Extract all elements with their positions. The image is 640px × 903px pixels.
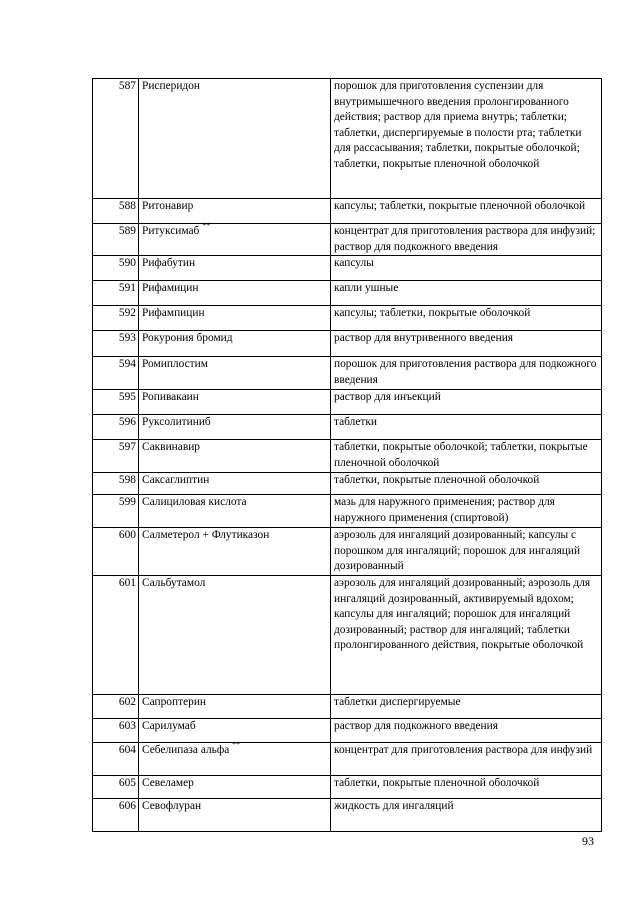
- row-number: 589: [93, 224, 139, 256]
- row-number: 593: [93, 331, 139, 357]
- drug-name: Саквинавир: [142, 441, 200, 454]
- table-row: [93, 528, 602, 576]
- drug-name: Ритонавир: [142, 200, 194, 212]
- row-number: 588: [93, 199, 139, 224]
- dosage-forms: капли ушные: [331, 281, 602, 306]
- table-row: [93, 224, 602, 256]
- drug-name-cell: [139, 415, 331, 440]
- drug-name-cell: [139, 221, 331, 256]
- dosage-forms: аэрозоль для ингаляций дозированный; аэрозоль для ингаляций дозированный, активируемый вдохом; капсулы для ингаляций; порошок для ингаляций дозированный; раствор для ингаляций; таблетки пролонгированного действия, покрытые оболочкой: [331, 575, 602, 694]
- drug-name: Севеламер: [142, 776, 194, 789]
- drug-name-cell: [139, 331, 331, 357]
- drug-name-cell: [139, 775, 331, 798]
- drug-name: Руксолитиниб: [142, 416, 211, 429]
- drug-name-cell: [139, 306, 331, 331]
- drug-name: Сарилумаб: [142, 719, 196, 732]
- row-number: 590: [93, 256, 139, 281]
- table-row: [93, 798, 602, 831]
- table-row: [93, 390, 602, 415]
- row-number: 599: [93, 495, 139, 528]
- drug-name-cell: [139, 694, 331, 718]
- dosage-forms: таблетки: [331, 415, 602, 440]
- table-row: [93, 306, 602, 331]
- dosage-forms: капсулы; таблетки, покрытые пленочной оболочкой: [331, 199, 602, 224]
- table-row: [93, 256, 602, 281]
- dosage-forms: мазь для наружного применения; раствор для наружного применения (спиртовой): [331, 495, 602, 528]
- dosage-forms: капсулы: [331, 256, 602, 281]
- row-number: 598: [93, 473, 139, 495]
- table-row: [93, 199, 602, 224]
- drug-name-cell: [139, 199, 331, 224]
- dosage-forms: порошок для приготовления раствора для подкожного введения: [331, 357, 602, 390]
- dosage-forms: таблетки, покрытые пленочной оболочкой: [331, 473, 602, 495]
- table-row: [93, 575, 602, 694]
- drug-mark: **: [232, 739, 241, 749]
- table-row: [93, 79, 602, 199]
- row-number: 592: [93, 306, 139, 331]
- drug-name: Рифампицин: [142, 307, 205, 320]
- drug-name-cell: [139, 256, 331, 281]
- dosage-forms: таблетки, покрытые оболочкой; таблетки, покрытые пленочной оболочкой: [331, 440, 602, 473]
- row-number: 597: [93, 440, 139, 473]
- row-number: 604: [93, 742, 139, 775]
- row-number: 600: [93, 528, 139, 576]
- drug-name: Ритуксимаб: [142, 225, 200, 237]
- row-number: 596: [93, 415, 139, 440]
- table-row: [93, 415, 602, 440]
- dosage-forms: порошок для приготовления суспензии для внутримышечного введения пролонгированного действия; раствор для приема внутрь; таблетки; таблетки, диспергируемые в полости рта; таблетки для рассасывания; таблетки, покрытые оболочкой; таблетки, покрытые пленочной оболочкой: [331, 79, 602, 199]
- drug-name: Саксаглиптин: [142, 474, 210, 487]
- drug-mark: **: [202, 221, 211, 230]
- drug-name-cell: [139, 718, 331, 742]
- drug-name: Ропивакаин: [142, 391, 199, 404]
- drug-name-cell: [139, 390, 331, 415]
- drug-name-cell: [139, 575, 331, 694]
- table-row: [93, 473, 602, 495]
- row-number: 587: [93, 79, 139, 199]
- drug-name: Рифамицин: [142, 282, 199, 295]
- row-number: 602: [93, 694, 139, 718]
- drug-name-cell: [139, 739, 331, 775]
- drug-name: Севофлуран: [142, 799, 202, 812]
- table-row: [93, 331, 602, 357]
- dosage-forms: таблетки диспергируемые: [331, 694, 602, 718]
- drug-name-cell: [139, 357, 331, 390]
- drug-name-cell: [139, 798, 331, 831]
- dosage-forms: таблетки, покрытые пленочной оболочкой: [331, 775, 602, 798]
- drug-name: Салициловая кислота: [142, 496, 247, 509]
- drug-name: Рифабутин: [142, 257, 196, 270]
- drug-name-cell: [139, 440, 331, 473]
- dosage-forms: аэрозоль для ингаляций дозированный; капсулы с порошком для ингаляций; порошок для ингаляций дозированный: [331, 528, 602, 576]
- drug-name-cell: [139, 79, 331, 199]
- drug-name-cell: [139, 528, 331, 576]
- dosage-forms: капсулы; таблетки, покрытые оболочкой: [331, 306, 602, 331]
- page-number: 93: [582, 834, 594, 848]
- drug-name-cell: [139, 495, 331, 528]
- table-row: [93, 742, 602, 775]
- row-number: 591: [93, 281, 139, 306]
- table-row: [93, 694, 602, 718]
- row-number: 601: [93, 575, 139, 694]
- drug-table-body: [93, 79, 602, 832]
- row-number: 606: [93, 798, 139, 831]
- drug-name: Себелипаза альфа: [142, 743, 230, 756]
- table-row: [93, 495, 602, 528]
- dosage-forms: раствор для инъекций: [331, 390, 602, 415]
- table-row: [93, 357, 602, 390]
- row-number: 603: [93, 718, 139, 742]
- drug-name-cell: [139, 281, 331, 306]
- table-row: [93, 775, 602, 798]
- dosage-forms: концентрат для приготовления раствора для инфузий; раствор для подкожного введения: [331, 224, 602, 256]
- dosage-forms: жидкость для ингаляций: [331, 798, 602, 831]
- table-row: [93, 281, 602, 306]
- dosage-forms: раствор для внутривенного введения: [331, 331, 602, 357]
- drug-name: Салметерол + Флутиказон: [142, 529, 270, 542]
- drug-name: Рокурония бромид: [142, 332, 233, 345]
- dosage-forms: раствор для подкожного введения: [331, 718, 602, 742]
- drug-name: Сальбутамол: [142, 576, 206, 589]
- dosage-forms: концентрат для приготовления раствора для инфузий: [331, 742, 602, 775]
- row-number: 605: [93, 775, 139, 798]
- drug-table: [92, 78, 602, 832]
- table-row: [93, 440, 602, 473]
- drug-name: Сапроптерин: [142, 695, 207, 708]
- row-number: 594: [93, 357, 139, 390]
- drug-name: Рисперидон: [142, 80, 201, 92]
- drug-name-cell: [139, 473, 331, 495]
- drug-name: Ромиплостим: [142, 358, 208, 371]
- table-row: [93, 718, 602, 742]
- row-number: 595: [93, 390, 139, 415]
